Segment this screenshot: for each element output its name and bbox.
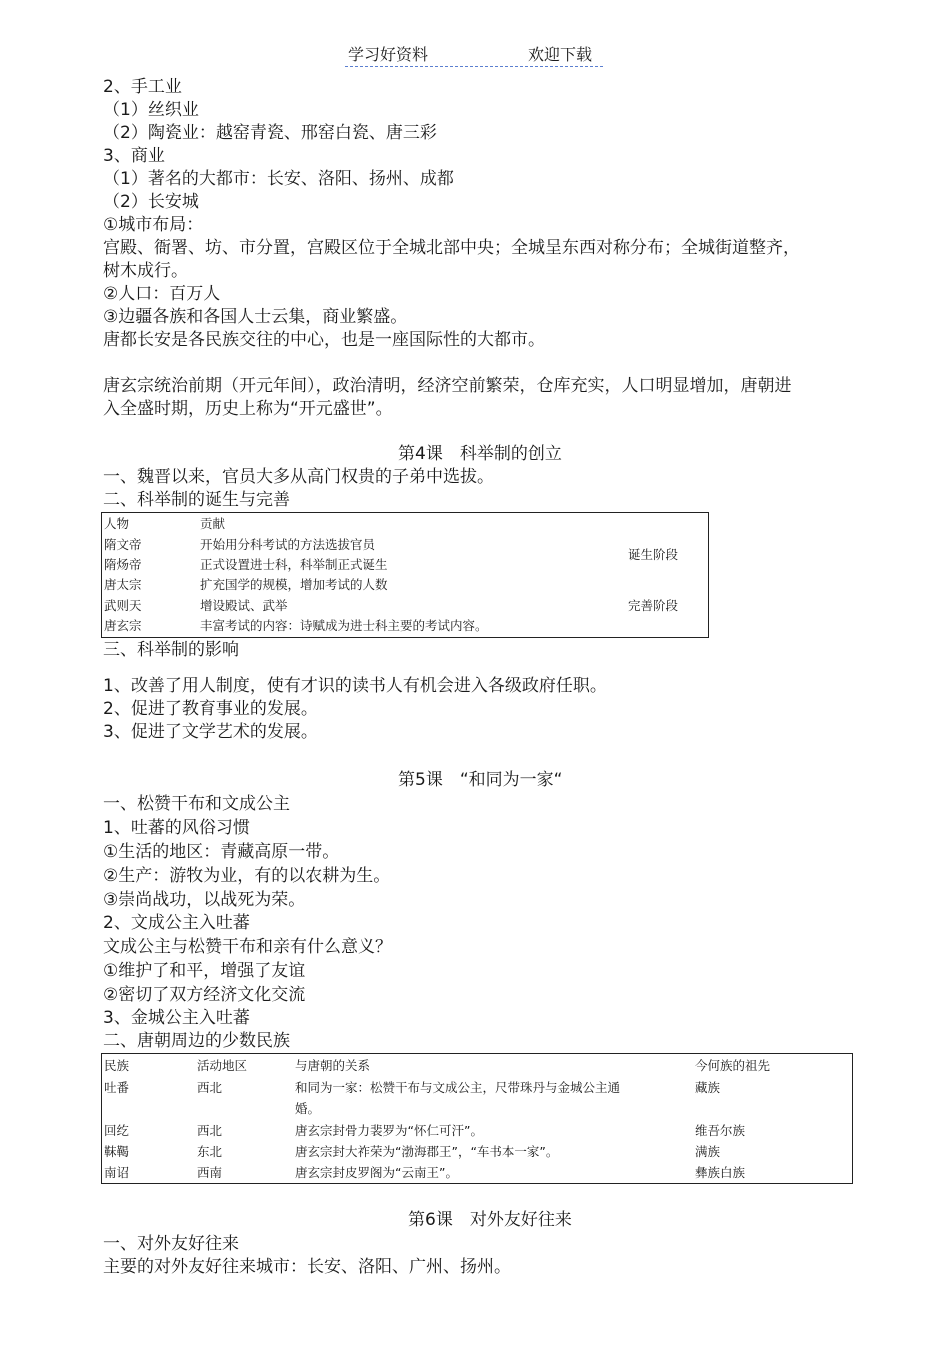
table-cell: 增设殿试、武举 — [200, 598, 288, 613]
text-line: ③边疆各族和各国人士云集，商业繁盛。 — [103, 307, 408, 327]
text-line: 一、魏晋以来，官员大多从高门权贵的子弟中选拔。 — [103, 467, 494, 487]
table-cell: 唐玄宗封骨力裴罗为“怀仁可汗”。 — [295, 1123, 483, 1138]
text-line: ③崇尚战功，以战死为荣。 — [103, 890, 306, 910]
table-header: 今何族的祖先 — [695, 1058, 771, 1073]
keju-table — [101, 512, 709, 638]
text-line: 2、促进了教育事业的发展。 — [103, 699, 318, 719]
page-header — [345, 42, 603, 67]
table-header: 民族 — [104, 1058, 130, 1073]
text-line: 宫殿、衙署、坊、市分置，宫殿区位于全城北部中央；全城呈东西对称分布；全城街道整齐， — [103, 238, 800, 258]
table-cell: 南诏 — [104, 1165, 130, 1180]
table-cell: 西南 — [197, 1165, 223, 1180]
text-line: 一、对外友好往来 — [103, 1234, 239, 1254]
table-cell: 隋文帝 — [104, 537, 142, 552]
table-cell: 唐玄宗封皮罗阁为“云南王”。 — [295, 1165, 458, 1180]
table-cell: 吐番 — [104, 1080, 130, 1095]
text-line: ②生产：游牧为业，有的以农耕为生。 — [103, 866, 391, 886]
table-cell: 唐玄宗封大祚荣为“渤海郡王”，“车书本一家”。 — [295, 1144, 559, 1159]
table-cell: 隋炀帝 — [104, 557, 142, 572]
table-header: 人物 — [104, 516, 130, 531]
table-cell: 靺鞨 — [104, 1144, 130, 1159]
text-line: （2）长安城 — [103, 192, 199, 212]
table-cell: 丰富考试的内容：诗赋成为进士科主要的考试内容。 — [200, 618, 488, 633]
table-cell: 东北 — [197, 1144, 223, 1159]
text-line: ②密切了双方经济文化交流 — [103, 985, 306, 1005]
table-header: 与唐朝的关系 — [295, 1058, 371, 1073]
text-line: 3、金城公主入吐蕃 — [103, 1008, 250, 1028]
text-line: 二、科举制的诞生与完善 — [103, 490, 290, 510]
text-line: （1）著名的大都市：长安、洛阳、扬州、成都 — [103, 169, 454, 189]
table-cell: 婚。 — [295, 1101, 321, 1116]
table-cell: 唐太宗 — [104, 577, 142, 592]
table-cell: 维吾尔族 — [695, 1123, 746, 1138]
table-cell: 西北 — [197, 1123, 223, 1138]
text-line: ①城市布局： — [103, 215, 204, 235]
lesson-6-title: 第6课 对外友好往来 — [408, 1210, 572, 1230]
table-cell: 武则天 — [104, 598, 142, 613]
table-cell: 正式设置进士科，科举制正式诞生 — [200, 557, 388, 572]
text-line: 树木成行。 — [103, 261, 188, 281]
text-line: ①生活的地区：青藏高原一带。 — [103, 842, 340, 862]
text-line: 2、文成公主入吐蕃 — [103, 913, 250, 933]
text-line: 三、科举制的影响 — [103, 640, 239, 660]
table-cell: 开始用分科考试的方法选拔官员 — [200, 537, 376, 552]
table-cell: 彝族白族 — [695, 1165, 746, 1180]
table-cell: 满族 — [695, 1144, 721, 1159]
text-line: 二、唐朝周边的少数民族 — [103, 1031, 290, 1051]
stage-label: 完善阶段 — [628, 598, 679, 613]
header-right: 欢迎下载 — [528, 45, 593, 64]
text-line: 文成公主与松赞干布和亲有什么意义？ — [103, 937, 392, 957]
text-line: 一、松赞干布和文成公主 — [103, 794, 290, 814]
table-cell: 回纥 — [104, 1123, 130, 1138]
table-cell: 藏族 — [695, 1080, 721, 1095]
table-cell: 扩充国学的规模，增加考试的人数 — [200, 577, 388, 592]
text-line: 1、吐蕃的风俗习惯 — [103, 818, 250, 838]
lesson-5-title: 第5课 “和同为一家“ — [398, 770, 563, 790]
lesson-4-title: 第4课 科举制的创立 — [398, 444, 562, 464]
text-line: 3、促进了文学艺术的发展。 — [103, 722, 318, 742]
table-cell: 唐玄宗 — [104, 618, 142, 633]
text-line: 2、手工业 — [103, 77, 182, 97]
text-line: 唐都长安是各民族交往的中心，也是一座国际性的大都市。 — [103, 330, 545, 350]
text-line: 主要的对外友好往来城市：长安、洛阳、广州、扬州。 — [103, 1257, 511, 1277]
table-header: 贡献 — [200, 516, 226, 531]
text-line: 唐玄宗统治前期（开元年间），政治清明，经济空前繁荣，仓库充实，人口明显增加，唐朝进 — [103, 376, 792, 396]
stage-label: 诞生阶段 — [628, 547, 679, 562]
text-line: ①维护了和平，增强了友谊 — [103, 961, 306, 981]
text-line: （1）丝织业 — [103, 100, 199, 120]
text-line: ②人口：百万人 — [103, 284, 221, 304]
text-line: 1、改善了用人制度，使有才识的读书人有机会进入各级政府任职。 — [103, 676, 607, 696]
text-line: 入全盛时期，历史上称为“开元盛世”。 — [103, 399, 393, 419]
header-left: 学习好资料 — [348, 45, 429, 64]
text-line: （2）陶瓷业：越窑青瓷、邢窑白瓷、唐三彩 — [103, 123, 437, 143]
ethnic-table — [101, 1053, 853, 1184]
table-cell: 和同为一家：松赞干布与文成公主，尺带珠丹与金城公主通 — [295, 1080, 621, 1095]
text-line: 3、商业 — [103, 146, 165, 166]
table-cell: 西北 — [197, 1080, 223, 1095]
table-header: 活动地区 — [197, 1058, 248, 1073]
